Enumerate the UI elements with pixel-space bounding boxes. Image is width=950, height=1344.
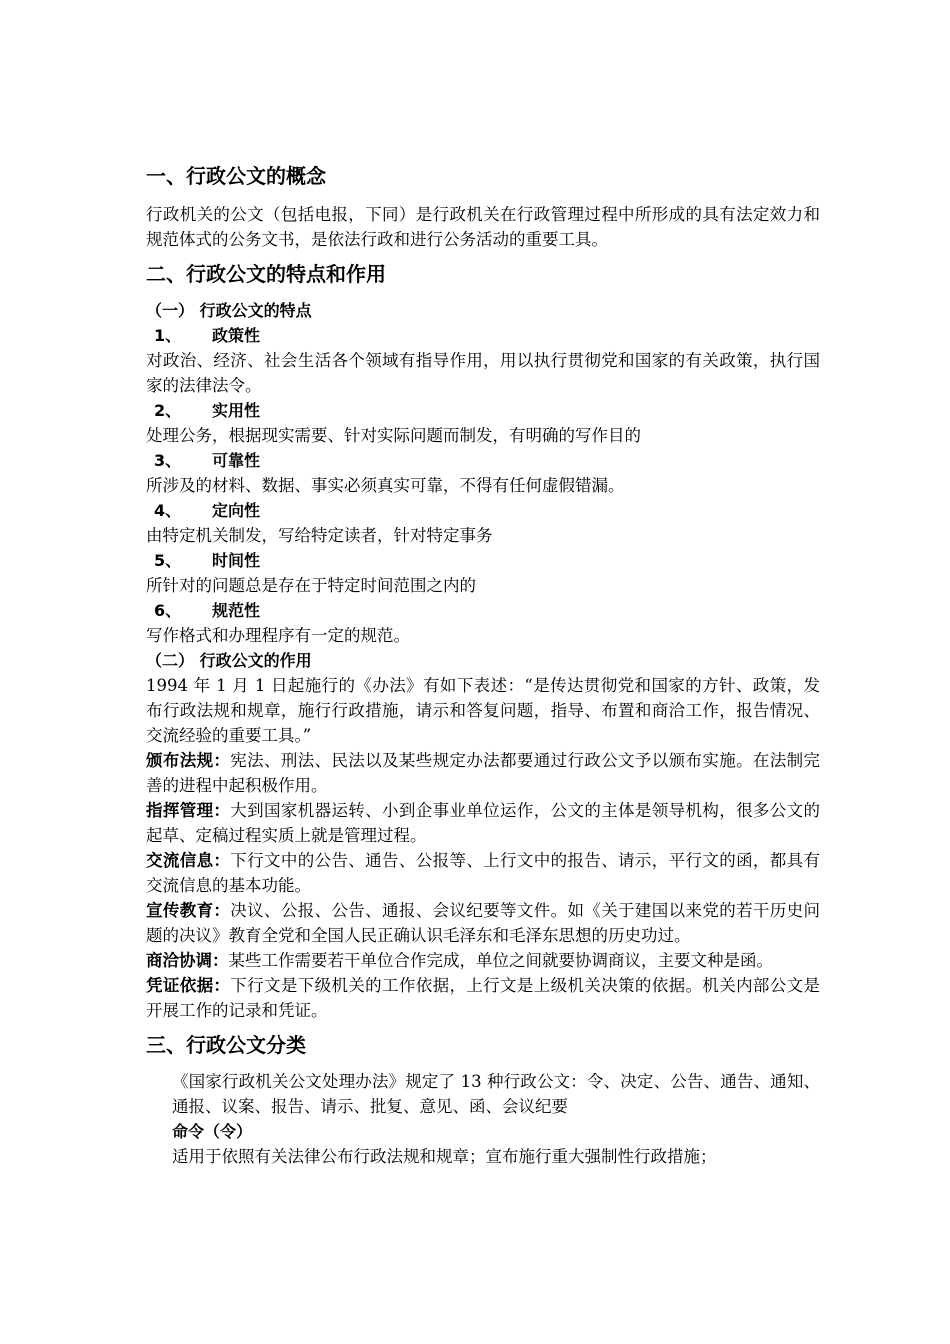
feature-name: 定向性	[212, 501, 261, 520]
feature-description: 处理公务，根据现实需要、针对实际问题而制发，有明确的写作目的	[146, 426, 641, 445]
feature-number: 1、	[154, 326, 182, 345]
function-lead: 凭证依据：	[146, 976, 231, 995]
feature-item	[146, 398, 820, 448]
feature-name: 规范性	[212, 601, 261, 620]
feature-item	[146, 548, 820, 598]
function-text: 某些工作需要若干单位合作完成，单位之间就要协调商议，主要文种是函。	[228, 951, 773, 970]
function-lead: 商洽协调：	[146, 951, 229, 970]
feature-name: 时间性	[212, 551, 261, 570]
feature-name: 实用性	[212, 401, 261, 420]
section-3-heading: 三、行政公文分类	[146, 1033, 306, 1057]
subsection-features-heading: （一） 行政公文的特点	[146, 301, 312, 320]
feature-description: 所针对的问题总是存在于特定时间范围之内的	[146, 576, 476, 595]
feature-description: 对政治、经济、社会生活各个领域有指导作用，用以执行贯彻党和国家的有关政策，执行国家的法律法令。	[146, 351, 820, 395]
subsection-functions-heading: （二） 行政公文的作用	[146, 651, 312, 670]
function-text: 宪法、刑法、民法以及某些规定办法都要通过行政公文予以颁布实施。在法制完善的进程中起积极作用。	[146, 751, 821, 795]
function-lead: 宣传教育：	[146, 901, 231, 920]
feature-description: 由特定机关制发，写给特定读者，针对特定事务	[146, 526, 493, 545]
feature-number: 2、	[154, 401, 182, 420]
feature-name: 可靠性	[212, 451, 261, 470]
document-page	[146, 150, 820, 1169]
function-text: 下行文是下级机关的工作依据，上行文是上级机关决策的依据。机关内部公文是开展工作的记录和凭证。	[146, 976, 821, 1020]
functions-intro: 1994 年 1 月 1 日起施行的《办法》有如下表述：“是传达贯彻党和国家的方针、政策，发布行政法规和规章，施行行政措施，请示和答复问题，指导、布置和商洽工作，报告情况、交流经验的重要工具。”	[146, 676, 820, 745]
function-paragraph	[146, 973, 820, 1023]
function-lead: 指挥管理：	[146, 801, 231, 820]
order-type-description: 适用于依照有关法律公布行政法规和规章；宣布施行重大强制性行政措施；	[172, 1147, 717, 1166]
function-text: 大到国家机器运转、小到企事业单位运作，公文的主体是领导机构，很多公文的起草、定稿过程实质上就是管理过程。	[146, 801, 821, 845]
function-text: 决议、公报、公告、通报、会议纪要等文件。如《关于建国以来党的若干历史问题的决议》教育全党和全国人民正确认识毛泽东和毛泽东思想的历史功过。	[146, 901, 821, 945]
function-paragraph	[146, 798, 820, 848]
function-paragraph	[146, 848, 820, 898]
feature-number: 5、	[154, 551, 182, 570]
function-lead: 交流信息：	[146, 851, 231, 870]
feature-item	[146, 448, 820, 498]
feature-item	[146, 323, 820, 398]
function-paragraph	[146, 748, 820, 798]
section-1-body: 行政机关的公文（包括电报，下同）是行政机关在行政管理过程中所形成的具有法定效力和规范体式的公务文书，是依法行政和进行公务活动的重要工具。	[146, 205, 820, 249]
feature-number: 4、	[154, 501, 182, 520]
section-2-heading: 二、行政公文的特点和作用	[146, 262, 386, 286]
feature-number: 6、	[154, 601, 182, 620]
function-paragraph	[146, 948, 820, 973]
feature-number: 3、	[154, 451, 182, 470]
feature-item	[146, 598, 820, 648]
section-3-body: 《国家行政机关公文处理办法》规定了 13 种行政公文：令、决定、公告、通告、通知、通报、议案、报告、请示、批复、意见、函、会议纪要	[172, 1072, 820, 1116]
feature-name: 政策性	[212, 326, 261, 345]
feature-description: 写作格式和办理程序有一定的规范。	[146, 626, 410, 645]
feature-description: 所涉及的材料、数据、事实必须真实可靠，不得有任何虚假错漏。	[146, 476, 625, 495]
function-lead: 颁布法规：	[146, 751, 231, 770]
feature-item	[146, 498, 820, 548]
section-1-heading: 一、行政公文的概念	[146, 164, 326, 188]
function-paragraph	[146, 898, 820, 948]
order-type-heading: 命令（令）	[172, 1122, 253, 1141]
function-text: 下行文中的公告、通告、公报等、上行文中的报告、请示，平行文的函，都具有交流信息的基本功能。	[146, 851, 821, 895]
